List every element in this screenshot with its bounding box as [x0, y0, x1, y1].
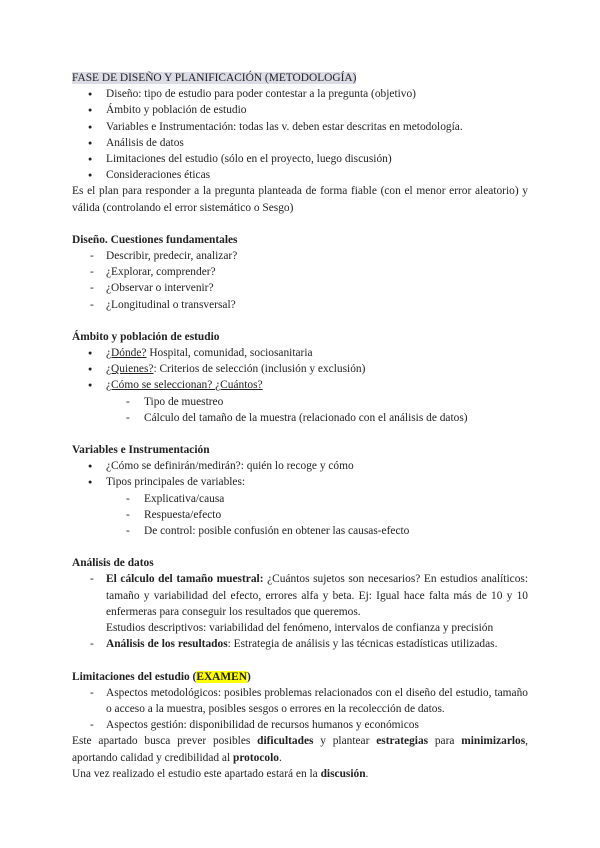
list-item	[72, 361, 528, 377]
section-heading-diseno: Diseño. Cuestiones fundamentales	[72, 233, 238, 246]
donde-question: ¿Dónde?	[106, 347, 147, 360]
limitaciones-paragraph-2	[72, 766, 528, 782]
list-item	[72, 345, 528, 361]
calc-line2: Estudios descriptivos: variabilidad del fenómeno, intervalos de confianza y precisión	[106, 622, 494, 635]
text-run: .	[365, 767, 369, 780]
list-item	[72, 636, 528, 652]
analisis-list	[72, 571, 528, 652]
list-item: - Describir, predecir, analizar?	[72, 248, 528, 264]
sub-list-item: - Tipo de muestreo	[72, 394, 528, 410]
list-item: - Aspectos gestión: disponibilidad de recursos humanos y económicos	[72, 717, 528, 733]
list-item: ● Tipos principales de variables:	[72, 474, 528, 490]
text-run: y plantear	[313, 735, 377, 748]
result-text: : Estrategia de análisis y las técnicas estadísticas utilizadas.	[227, 638, 498, 651]
quienes-question: ¿Quienes?	[106, 363, 154, 376]
heading-post: )	[246, 670, 251, 683]
bold-run: minimizarlos	[461, 735, 526, 748]
intro-paragraph: Es el plan para responder a la pregunta planteada de forma fiable (con el menor error aleatorio) y válida (controlando el error sistemático o Sesgo)	[72, 185, 528, 214]
sub-list-item: - De control: posible confusión en obtener las causas-efecto	[72, 523, 528, 539]
intro-list	[72, 86, 528, 183]
heading-pre: Limitaciones del estudio (	[72, 670, 197, 683]
list-item: - Aspectos metodológicos: posibles problemas relacionados con el diseño del estudio, tamaño o acceso a la muestra, posibles sesgos o errores en la recolección de datos.	[72, 685, 528, 717]
section-heading-limitaciones	[72, 669, 528, 685]
diseno-list	[72, 248, 528, 313]
list-item: ● Limitaciones del estudio (sólo en el proyecto, luego discusión)	[72, 151, 528, 167]
list-item: - ¿Observar o intervenir?	[72, 280, 528, 296]
result-bold: Análisis de los resultados	[106, 638, 228, 651]
text-run: para	[428, 735, 462, 748]
text-run: Una vez realizado el estudio este apartado estará en la	[72, 767, 321, 780]
sub-list-item: - Explicativa/causa	[72, 491, 528, 507]
list-item: ● Ámbito y población de estudio	[72, 102, 528, 118]
list-item: - ¿Explorar, comprender?	[72, 264, 528, 280]
list-item: - ¿Longitudinal o transversal?	[72, 297, 528, 313]
list-item: ● Análisis de datos	[72, 135, 528, 151]
calc-text: ¿Cuántos sujetos son necesarios? En estudios analíticos: tamaño y variabilidad del efecto, errores alfa y beta. Ej: Igual hace falta más de 10 y 10 enfermeras para conseguir los resultados que queremos.	[106, 573, 528, 618]
text-run: .	[278, 751, 282, 764]
text-run: , aportando calidad y credibilidad al	[72, 735, 529, 764]
title-line	[72, 70, 528, 86]
variables-list	[72, 458, 528, 539]
text-run: Este apartado busca prever posibles	[72, 735, 258, 748]
donde-text: Hospital, comunidad, sociosanitaria	[146, 347, 313, 360]
list-item: ● Variables e Instrumentación: todas las v. deben estar descritas en metodología.	[72, 119, 528, 135]
sub-list-item: - Cálculo del tamaño de la muestra (relacionado con el análisis de datos)	[72, 410, 528, 426]
limitaciones-list	[72, 685, 528, 734]
sub-list-item: - Respuesta/efecto	[72, 507, 528, 523]
list-item: ● Consideraciones éticas	[72, 167, 528, 183]
page-title: FASE DE DISEÑO Y PLANIFICACIÓN (METODOLOGÍA)	[72, 72, 357, 84]
section-heading-variables: Variables e Instrumentación	[72, 444, 210, 457]
list-item: ● ¿Cómo se definirán/medirán?: quién lo recoge y cómo	[72, 458, 528, 474]
limitaciones-paragraph-1	[72, 733, 528, 765]
como-question: ¿Cómo se seleccionan? ¿Cuántos?	[106, 379, 263, 392]
ambito-list	[72, 345, 528, 426]
list-item	[72, 377, 528, 393]
document-page	[72, 70, 528, 782]
exam-highlight: EXAMEN	[196, 670, 247, 683]
calc-bold: El cálculo del tamaño muestral:	[106, 573, 264, 586]
bold-run: protocolo	[233, 751, 279, 764]
section-heading-analisis: Análisis de datos	[72, 557, 154, 570]
list-item	[72, 571, 528, 636]
list-item: ● Diseño: tipo de estudio para poder contestar a la pregunta (objetivo)	[72, 86, 528, 102]
bold-run: dificultades	[257, 735, 314, 748]
quienes-text: : Criterios de selección (inclusión y exclusión)	[153, 363, 366, 376]
bold-run: estrategias	[376, 735, 429, 748]
bold-run: discusión	[320, 767, 366, 780]
section-heading-ambito: Ámbito y población de estudio	[72, 330, 220, 343]
